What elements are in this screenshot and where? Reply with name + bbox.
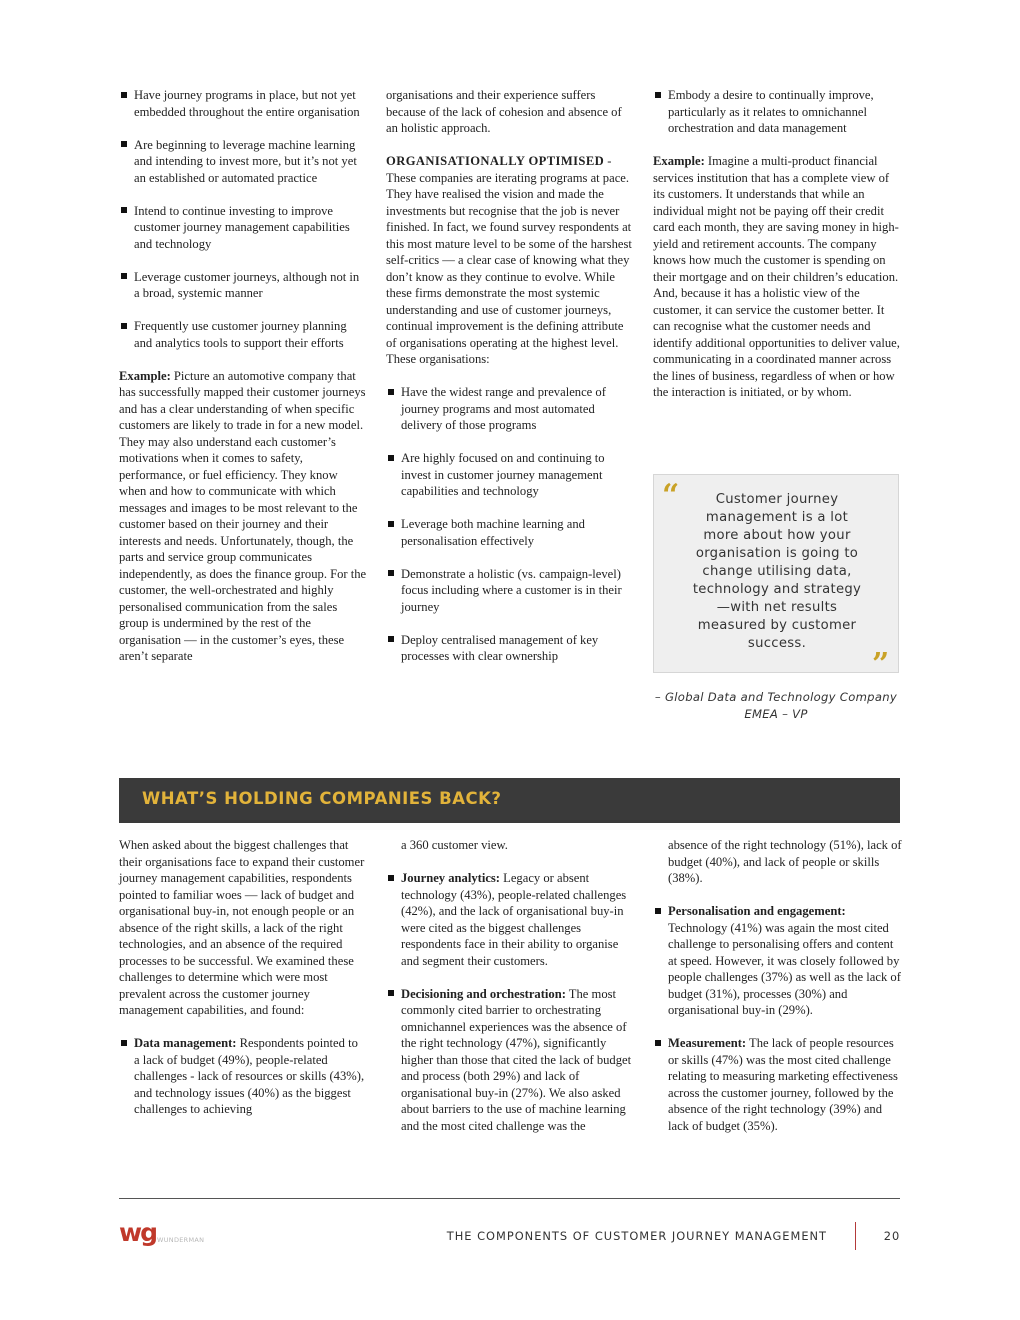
bullet-square-icon <box>655 92 661 98</box>
bullet-square-icon <box>388 636 394 642</box>
list-item: Journey analytics: Legacy or absent technology (43%), people-related challenges (42%), and the lack of organisational buy-in were cited as the biggest challenges respondents face in their ability to organise and segment their customers. <box>386 870 636 969</box>
close-quote-icon: ” <box>872 647 890 682</box>
bullet-square-icon <box>388 455 394 461</box>
section-title: WHAT’S HOLDING COMPANIES BACK? <box>142 789 502 808</box>
bullet-square-icon <box>388 875 394 881</box>
bullet-square-icon <box>388 521 394 527</box>
logo-mark: wg <box>119 1218 156 1247</box>
list-item: Deploy centralised management of key processes with clear ownership <box>386 632 636 665</box>
bullet-square-icon <box>388 389 394 395</box>
bullet-square-icon <box>121 207 127 213</box>
maturity-bullet-list <box>119 87 367 351</box>
list-item: Data management: Respondents pointed to a lack of budget (49%), people-related challenges - lack of resources or skills (43%), and technology issues (40%) as the biggest challenges to achieving <box>119 1035 365 1118</box>
optimised-paragraph: ORGANISATIONALLY OPTIMISED - These companies are iterating programs at pace. They have realised the vision and made the investments but recognise that the job is never finished. In fact, we found survey respondents at this most mature level to be some of the harshest self-critics — a clear case of knowing what they don’t know as they continue to evolve. While these firms demonstrate the most systemic understanding and use of customer journeys, continual improvement is the defining attribute of organisations operating at the highest level. These organisations: <box>386 154 632 366</box>
top-column-3 <box>653 87 903 401</box>
footer-divider <box>119 1198 900 1199</box>
section-banner <box>119 778 900 823</box>
optimised-bullet-list <box>386 384 636 665</box>
list-item: Are highly focused on and continuing to invest in customer journey management capabilities and technology <box>386 450 636 500</box>
optimised-heading: ORGANISATIONALLY OPTIMISED <box>386 154 605 168</box>
challenges-bullet-list-2 <box>386 870 636 1134</box>
list-item: Intend to continue investing to improve customer journey management capabilities and technology <box>119 203 367 253</box>
bullet-square-icon <box>655 1040 661 1046</box>
list-item: Frequently use customer journey planning and analytics tools to support their efforts <box>119 318 367 351</box>
list-item: Demonstrate a holistic (vs. campaign-level) focus including where a customer is in their journey <box>386 566 636 616</box>
list-item: Decisioning and orchestration: The most commonly cited barrier to orchestrating omnichannel experiences was the absence of the right technology (47%), significantly higher than those that cited the lack of budget and process (both 29%) and lack of organisational buy-in (27%). We also asked about barriers to the use of machine learning and the most cited challenge was the <box>386 986 636 1135</box>
bullet-square-icon <box>121 141 127 147</box>
bullet-square-icon <box>121 1040 127 1046</box>
brand-logo <box>119 1218 209 1258</box>
footer-separator <box>855 1222 856 1250</box>
list-item: Embody a desire to continually improve, particularly as it relates to omnichannel orchestration and data management <box>653 87 903 137</box>
list-item: Have the widest range and prevalence of journey programs and most automated delivery of those programs <box>386 384 636 434</box>
bullet-square-icon <box>388 570 394 576</box>
list-item: Measurement: The lack of people resources or skills (47%) was the most cited challenge relating to measuring marketing effectiveness across the customer journey, followed by the absence of the right technology (39%) and lack of budget (35%). <box>653 1035 903 1134</box>
bullet-square-icon <box>121 323 127 329</box>
challenges-bullet-list-1 <box>119 1035 365 1118</box>
challenges-bullet-list-3 <box>653 903 903 1134</box>
bullet-square-icon <box>388 990 394 996</box>
pull-quote-box <box>653 474 899 682</box>
list-item: Have journey programs in place, but not yet embedded throughout the entire organisation <box>119 87 367 120</box>
financial-example-paragraph: Example: Imagine a multi-product financial services institution that has a complete view of its customers. It understands that while an individual might not be paying off their credit card each month, they are saving money in high-yield and retirement accounts. The company knows how much the customer is spending on their mortgage and on their children’s education. And, because it has a holistic view of the customer, it can service the customer better. It can recognise what the customer needs and identify additional opportunities to deliver value, communicating in a coordinated manner across the lines of business, regardless of when or how the interaction is initiated, or by whom. <box>653 154 900 399</box>
bullet-square-icon <box>121 92 127 98</box>
bullet-square-icon <box>655 908 661 914</box>
challenges-intro-paragraph: When asked about the biggest challenges that their organisations face to expand their customer journey management capabilities, respondents pointed to familiar woes — lack of budget and organisational buy-in, not enough people or an absence of the right skills, a lack of the right technologies, and an absence of the required processes to be successful. We examined these challenges to determine which were most prevalent across the customer journey management capabilities, and found: <box>119 838 365 1017</box>
top-column-2 <box>386 87 636 681</box>
pull-quote-text: Customer journey management is a lot more about how your organisation is going to change utilising data, technology and strategy—with net results measured by customer success. <box>692 492 862 651</box>
list-item: Leverage customer journeys, although not in a broad, systemic manner <box>119 269 367 302</box>
top-column-1 <box>119 87 367 665</box>
logo-tagline: WUNDERMAN <box>157 1236 205 1244</box>
list-item: Leverage both machine learning and personalisation effectively <box>386 516 636 549</box>
bullet-square-icon <box>121 273 127 279</box>
continuation-text: absence of the right technology (51%), lack of budget (40%), and lack of people or skills (38%). <box>668 838 902 885</box>
automotive-example-paragraph: Example: Picture an automotive company that has successfully mapped their customer journeys and has a clear understanding of when specific customers are likely to trade in for a new model. They may also understand each customer’s motivations when it comes to safety, performance, or fuel efficiency. They know when and how to communicate with which messages and images to be most relevant to the customer based on their journey and their interests and needs. Unfortunately, though, the parts and service group communicates independently, as does the finance group. For the customer, the well-orchestrated and highly personalised communication from the sales group is undermined by the rest of the organisation — in the customer’s eyes, these aren’t separate <box>119 368 367 663</box>
continuation-paragraph: organisations and their experience suffers because of the lack of cohesion and absence of an holistic approach. <box>386 88 622 135</box>
list-item: Are beginning to leverage machine learning and intending to invest more, but it’s not yet an established or automated practice <box>119 137 367 187</box>
page-number: 20 <box>883 1229 901 1243</box>
open-quote-icon: “ <box>662 478 680 513</box>
bottom-column-1 <box>119 837 365 1134</box>
bottom-column-2 <box>386 837 636 1151</box>
continuation-text: a 360 customer view. <box>401 838 508 852</box>
footer-document-title: THE COMPONENTS OF CUSTOMER JOURNEY MANAGEMENT <box>446 1229 827 1243</box>
list-item: Personalisation and engagement: Technology (41%) was again the most cited challenge to personalising offers and content at speed. However, it was closely followed by people challenges (37%) as well as the lack of budget (31%), processes (30%) and organisational buy-in (29%). <box>653 903 903 1019</box>
quote-attribution: – Global Data and Technology Company EMEA – VP <box>654 690 898 721</box>
improve-bullet-list <box>653 87 903 137</box>
bottom-column-3 <box>653 837 903 1151</box>
